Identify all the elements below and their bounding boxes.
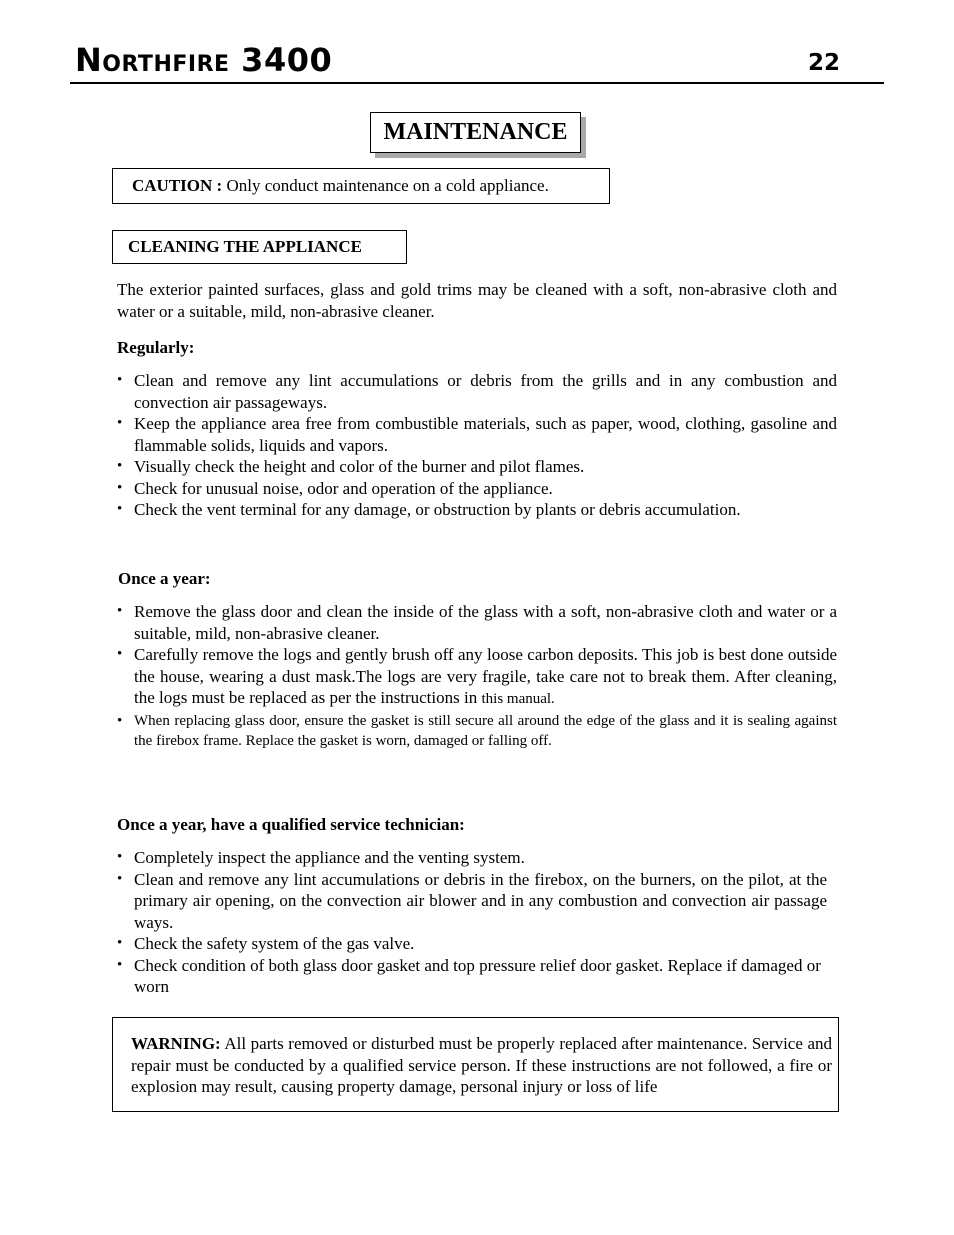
list-item: • Check for unusual noise, odor and operation of the appliance. [117, 478, 837, 500]
once-a-year-heading: Once a year: [118, 569, 211, 588]
list-item: • Keep the appliance area free from combustible materials, such as paper, wood, clothing, gasoline and flammable solids, liquids and vapors. [117, 413, 837, 456]
warning-text: All parts removed or disturbed must be properly replaced after maintenance. Service and repair must be conducted by a qualified service person. If these instructions are not followed, a fire or explosion may result, causing property damage, personal injury or loss of life [131, 1034, 832, 1096]
caution-label: CAUTION : [132, 176, 223, 195]
list-item: • Check condition of both glass door gasket and top pressure relief door gasket. Replace if damaged or worn [117, 955, 827, 998]
warning-label: WARNING: [131, 1034, 221, 1053]
once-a-year-list [117, 601, 837, 751]
page-number: 22 [807, 50, 840, 76]
list-item [117, 644, 837, 711]
list-item: • Check the vent terminal for any damage, or obstruction by plants or debris accumulation. [117, 499, 837, 521]
list-item: • Completely inspect the appliance and the venting system. [117, 847, 827, 869]
list-item: • Check the safety system of the gas valve. [117, 933, 827, 955]
list-item: • When replacing glass door, ensure the gasket is still secure all around the edge of the glass and it is sealing against the firebox frame. Replace the gasket is worn, damaged or falling off. [117, 711, 837, 751]
technician-heading: Once a year, have a qualified service technician: [117, 815, 465, 834]
header-divider [70, 82, 884, 84]
list-item: • Remove the glass door and clean the inside of the glass with a soft, non-abrasive cloth and water or a suitable, mild, non-abrasive cleaner. [117, 601, 837, 644]
caution-box [112, 168, 610, 204]
regularly-list [117, 370, 837, 521]
section-title: MAINTENANCE [370, 112, 581, 153]
document-title: Northfire 3400 [75, 41, 333, 79]
list-item: • Clean and remove any lint accumulations or debris from the grills and in any combustion and convection air passageways. [117, 370, 837, 413]
regularly-heading: Regularly: [117, 338, 195, 357]
list-item-tail: this manual. [481, 691, 555, 707]
cleaning-intro: The exterior painted surfaces, glass and gold trims may be cleaned with a soft, non-abrasive cloth and water or a suitable, mild, non-abrasive cleaner. [117, 280, 837, 321]
technician-list [117, 847, 827, 998]
list-item-text: Carefully remove the logs and gently brush off any loose carbon deposits. This job is best done outside the house, wearing a dust mask.The logs are very fragile, take care not to break them. After cleaning, the logs must be replaced as per the instructions in [134, 645, 837, 707]
list-item: • Visually check the height and color of the burner and pilot flames. [117, 456, 837, 478]
list-item: • Clean and remove any lint accumulations or debris in the firebox, on the burners, on the pilot, at the primary air opening, on the convection air blower and in any combustion and convection air passage ways. [117, 869, 827, 934]
caution-text: Only conduct maintenance on a cold appliance. [226, 176, 549, 195]
warning-box [112, 1017, 839, 1112]
cleaning-heading: CLEANING THE APPLIANCE [112, 230, 407, 264]
